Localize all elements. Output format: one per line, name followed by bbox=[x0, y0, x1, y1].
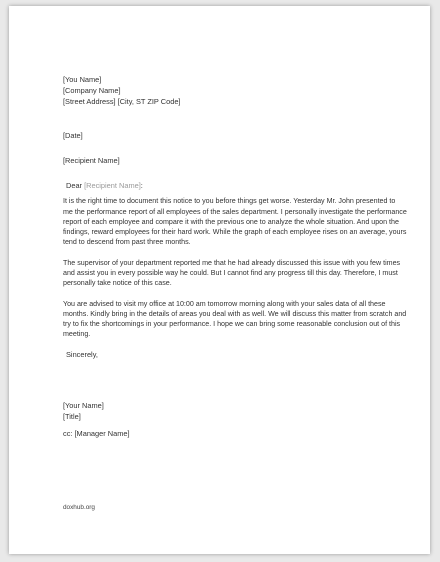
paragraph-2: The supervisor of your department reported me that he had already discussed this issue with you few times and assist you in every possible way he could. But I cannot find any progress till this day. Therefore, I must personally take notice of this case. bbox=[63, 258, 401, 288]
cc-line: cc: [Manager Name] bbox=[63, 429, 130, 439]
letter-date: [Date] bbox=[63, 130, 83, 140]
letter-page bbox=[9, 6, 430, 554]
paragraph-3: You are advised to visit my office at 10:00 am tomorrow morning along with your sales data of all these months. Kindly bring in the details of areas you deal with as well. We will discuss this matter from scratch and try to fix the shortcomings in your performance. I hope we can bring some reasonable conclusion out of this meeting. bbox=[63, 299, 407, 339]
closing: Sincerely, bbox=[66, 349, 98, 359]
sender-name: [You Name] bbox=[63, 75, 102, 84]
recipient-name: [Recipient Name] bbox=[63, 155, 120, 165]
signature-name: [Your Name] bbox=[63, 400, 104, 410]
paragraph-1: It is the right time to document this notice to you before things get worse. Yesterday Mr. John presented to me the performance report of all employees of the sales department. I personally investigate the performance report of each employee and compare it with the previous one to analyze the whole situation. And upon the findings, reward employees for their hard work. While the graph of each employee rises on an average, yours tend to descend from past three months. bbox=[63, 197, 407, 247]
footer-source: doxhub.org bbox=[63, 504, 95, 511]
sender-address: [Street Address] [City, ST ZIP Code] bbox=[63, 97, 181, 107]
salutation-suffix: : bbox=[140, 181, 143, 191]
sender-company: [Company Name] bbox=[63, 86, 121, 96]
salutation-prefix: Dear bbox=[66, 181, 85, 191]
salutation bbox=[63, 180, 408, 191]
salutation-recipient: [Recipient Name] bbox=[84, 181, 141, 191]
signature-title: [Title] bbox=[63, 412, 81, 422]
letter-body bbox=[63, 74, 408, 440]
